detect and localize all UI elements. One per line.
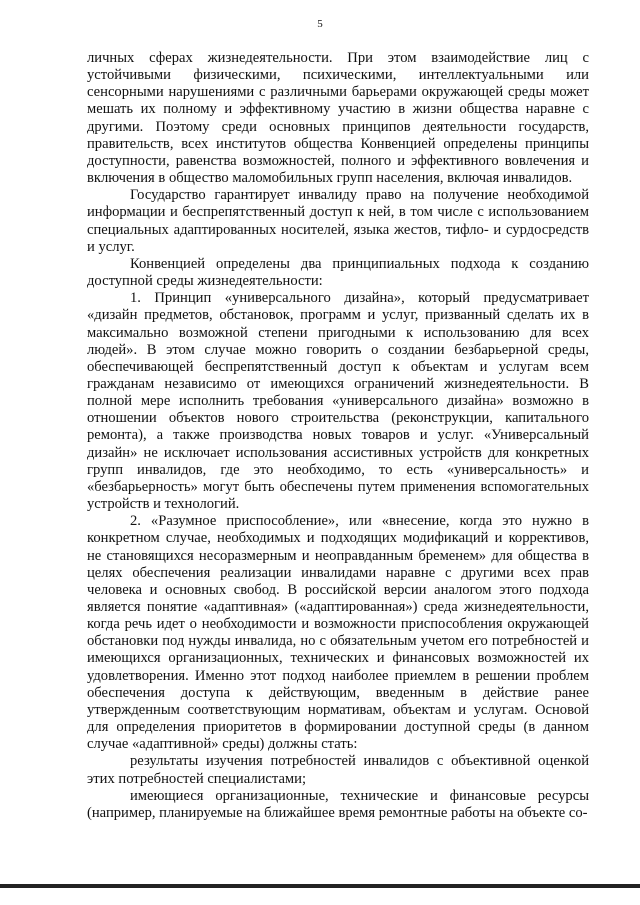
paragraph-reasonable-accommodation: 2. «Разумное приспособление», или «внесение, когда это нужно в конкретном случае, необходимых и подходящих модификаций и коррективов, не становящихся несоразмерным и неоправданным бременем» для общества в целях обеспечения реализации инвалидами наравне с другими всех прав человека и основных свобод. В российской версии аналогом этого подхода является понятие «адаптивная» («адаптированная») среда жизнедеятельности, когда речь идет о необходимости и возможности приспособления окружающей обстановки под нужды инвалида, но с обязательным учетом его потребностей и имеющихся организационных, технических и финансовых возможностей их удовлетворения. Именно этот подход наиболее приемлем в решении проблем обеспечения доступа к действующим, введенным в действие ранее утвержденным соответствующим нормативам, объектам и услугам. Основой для определения приоритетов в формировании доступной среды (в данном случае «адаптивной» среды) должны стать: [87,513,589,753]
paragraph-continuation: личных сферах жизнедеятельности. При этом взаимодействие лиц с устойчивыми физическими, психическими, интеллектуальными или сенсорными нарушениями с различными барьерами окружающей среды может мешать их полному и эффективному участию в жизни общества наравне с другими. Поэтому среди основных принципов деятельности государств, правительств, всех институтов общества Конвенцией определены принципы доступности, равенства возможностей, полного и эффективного вовлечения и включения в общество маломобильных групп населения, включая инвалидов. [87,50,589,187]
paragraph-study-results: результаты изучения потребностей инвалидов с объективной оценкой этих потребностей специалистами; [87,753,589,787]
paragraph-state-guarantee: Государство гарантирует инвалиду право на получение необходимой информации и беспрепятственный доступ к ней, в том числе с использованием специальных адаптированных носителей, языка жестов, тифло- и сурдосредств и услуг. [87,187,589,255]
page-body [87,50,589,822]
paragraph-two-approaches: Конвенцией определены два принципиальных подхода к созданию доступной среды жизнедеятельности: [87,255,589,290]
page-number: 5 [317,18,323,30]
paragraph-resources: имеющиеся организационные, технические и финансовые ресурсы (например, планируемые на ближайшее время ремонтные работы на объекте со- [87,787,589,821]
bottom-scan-edge [0,884,640,888]
paragraph-universal-design: 1. Принцип «универсального дизайна», который предусматривает «дизайн предметов, обстановок, программ и услуг, призванный сделать их в максимально возможной степени пригодными к использованию для всех людей». В этом случае можно говорить о создании безбарьерной среды, обеспечивающей беспрепятственный доступ к объектам и услугам всем гражданам независимо от имеющихся ограничений жизнедеятельности. В полной мере исполнить требования «универсального дизайна» возможно в отношении объектов нового строительства (реконструкции, капитального ремонта), а также производства новых товаров и услуг. «Универсальный дизайн» не исключает использования ассистивных устройств для конкретных групп инвалидов, где это необходимо, то есть «универсальность» и «безбарьерность» могут быть обеспечены путем применения вспомогательных устройств и технологий. [87,290,589,513]
